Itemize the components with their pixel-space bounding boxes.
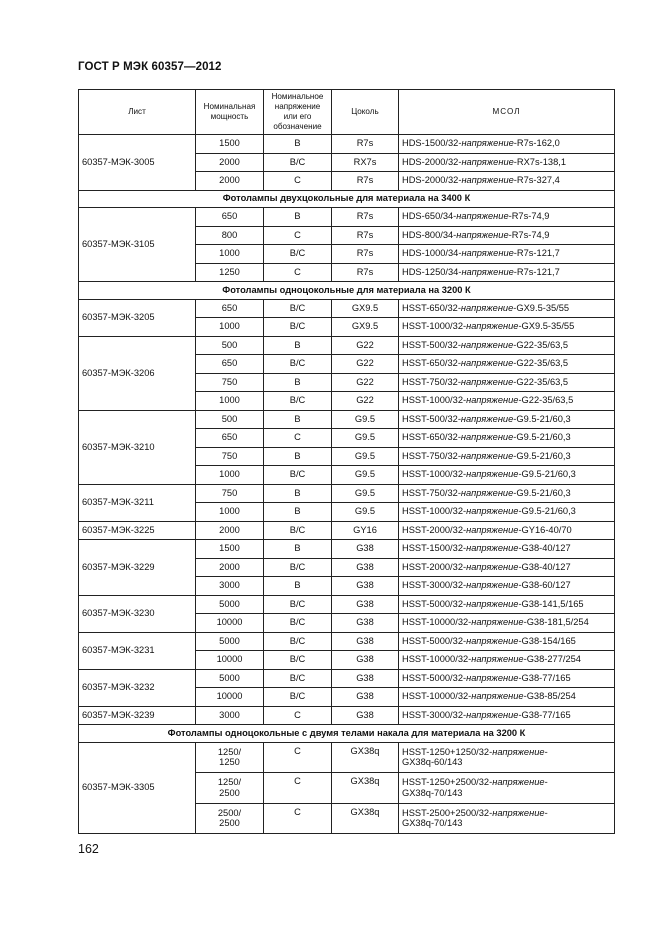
power-cell: 750 xyxy=(196,484,264,503)
designation-cell: HSST-650/32-напряжение-GX9.5-35/55 xyxy=(399,299,615,318)
voltage-cell: B xyxy=(264,447,332,466)
cap-cell: G38 xyxy=(332,540,399,559)
sheet-cell: 60357-МЭК-3205 xyxy=(79,299,196,336)
cap-cell: R7s xyxy=(332,263,399,282)
header-voltage: Номинальное напряжение или его обозначение xyxy=(264,90,332,135)
sheet-cell: 60357-МЭК-3210 xyxy=(79,410,196,484)
voltage-cell: B xyxy=(264,410,332,429)
voltage-cell: B xyxy=(264,135,332,154)
sheet-cell: 60357-МЭК-3229 xyxy=(79,540,196,596)
voltage-cell: B xyxy=(264,540,332,559)
voltage-cell: B/C xyxy=(264,669,332,688)
table-row xyxy=(79,521,615,540)
sheet-cell: 60357-МЭК-3206 xyxy=(79,336,196,410)
cap-cell: R7s xyxy=(332,226,399,245)
voltage-cell: B/C xyxy=(264,632,332,651)
power-cell: 650 xyxy=(196,208,264,227)
designation-cell: HSST-10000/32-напряжение-G38-85/254 xyxy=(399,688,615,707)
power-cell: 5000 xyxy=(196,669,264,688)
document-title: ГОСТ Р МЭК 60357—2012 xyxy=(78,61,222,73)
voltage-cell: B xyxy=(264,336,332,355)
voltage-cell: C xyxy=(264,172,332,191)
power-cell: 1500 xyxy=(196,540,264,559)
cap-cell: R7s xyxy=(332,208,399,227)
sheet-cell: 60357-МЭК-3230 xyxy=(79,595,196,632)
designation-cell: HSST-1000/32-напряжение-G22-35/63,5 xyxy=(399,392,615,411)
power-cell: 10000 xyxy=(196,614,264,633)
designation-cell: HSST-750/32-напряжение-G9.5-21/60,3 xyxy=(399,484,615,503)
voltage-cell: B xyxy=(264,484,332,503)
voltage-cell: C xyxy=(264,706,332,725)
designation-cell: HSST-650/32-напряжение-G22-35/63,5 xyxy=(399,355,615,374)
power-cell: 1000 xyxy=(196,466,264,485)
cap-cell: GX38q xyxy=(332,742,399,773)
designation-cell: HDS-1500/32-напряжение-R7s-162,0 xyxy=(399,135,615,154)
power-cell: 650 xyxy=(196,429,264,448)
designation-cell: HSST-500/32-напряжение-G9.5-21/60,3 xyxy=(399,410,615,429)
cap-cell: G9.5 xyxy=(332,466,399,485)
voltage-cell: B/C xyxy=(264,299,332,318)
table-row xyxy=(79,632,615,651)
table-header xyxy=(79,90,615,135)
cap-cell: G9.5 xyxy=(332,429,399,448)
cap-cell: G38 xyxy=(332,595,399,614)
power-cell: 2000 xyxy=(196,153,264,172)
power-cell: 1250 xyxy=(196,263,264,282)
table-row xyxy=(79,299,615,318)
cap-cell: G9.5 xyxy=(332,447,399,466)
power-cell: 1000 xyxy=(196,318,264,337)
cap-cell: G38 xyxy=(332,669,399,688)
power-cell: 1000 xyxy=(196,245,264,264)
power-cell: 650 xyxy=(196,355,264,374)
table-row xyxy=(79,669,615,688)
voltage-cell: B/C xyxy=(264,595,332,614)
voltage-cell: C xyxy=(264,226,332,245)
designation-cell: HDS-800/34-напряжение-R7s-74,9 xyxy=(399,226,615,245)
designation-cell: HSST-2000/32-напряжение-GY16-40/70 xyxy=(399,521,615,540)
cap-cell: G38 xyxy=(332,651,399,670)
power-cell: 1500 xyxy=(196,135,264,154)
table-row xyxy=(79,706,615,725)
designation-cell: HSST-650/32-напряжение-G9.5-21/60,3 xyxy=(399,429,615,448)
power-cell: 2000 xyxy=(196,521,264,540)
power-cell: 500 xyxy=(196,336,264,355)
designation-cell: HSST-5000/32-напряжение-G38-141,5/165 xyxy=(399,595,615,614)
power-cell: 2500/ 2500 xyxy=(196,803,264,834)
power-cell: 650 xyxy=(196,299,264,318)
designation-cell: HSST-10000/32-напряжение-G38-277/254 xyxy=(399,651,615,670)
sheet-cell: 60357-МЭК-3232 xyxy=(79,669,196,706)
header-cap: Цоколь xyxy=(332,90,399,135)
designation-cell: HSST-5000/32-напряжение-G38-77/165 xyxy=(399,669,615,688)
section-row xyxy=(79,282,615,300)
voltage-cell: B/C xyxy=(264,245,332,264)
voltage-cell: C xyxy=(264,773,332,804)
sheet-cell: 60357-МЭК-3225 xyxy=(79,521,196,540)
sheet-cell: 60357-МЭК-3211 xyxy=(79,484,196,521)
power-cell: 2000 xyxy=(196,172,264,191)
designation-cell: HSST-1250+2500/32-напряжение- GX38q-70/143 xyxy=(399,773,615,804)
cap-cell: G22 xyxy=(332,392,399,411)
section-row xyxy=(79,190,615,208)
voltage-cell: B/C xyxy=(264,651,332,670)
cap-cell: G9.5 xyxy=(332,410,399,429)
designation-cell: HDS-2000/32-напряжение-R7s-327,4 xyxy=(399,172,615,191)
voltage-cell: B/C xyxy=(264,558,332,577)
cap-cell: G38 xyxy=(332,614,399,633)
voltage-cell: C xyxy=(264,263,332,282)
designation-cell: HSST-2500+2500/32-напряжение- GX38q-70/143 xyxy=(399,803,615,834)
designation-cell: HDS-1000/34-напряжение-R7s-121,7 xyxy=(399,245,615,264)
header-designation: МСОЛ xyxy=(399,90,615,135)
power-cell: 10000 xyxy=(196,651,264,670)
voltage-cell: B/C xyxy=(264,614,332,633)
voltage-cell: B/C xyxy=(264,392,332,411)
designation-cell: HDS-1250/34-напряжение-R7s-121,7 xyxy=(399,263,615,282)
cap-cell: R7s xyxy=(332,135,399,154)
sheet-cell: 60357-МЭК-3105 xyxy=(79,208,196,282)
designation-cell: HSST-5000/32-напряжение-G38-154/165 xyxy=(399,632,615,651)
power-cell: 5000 xyxy=(196,632,264,651)
cap-cell: G38 xyxy=(332,706,399,725)
table-body xyxy=(79,135,615,834)
table-row xyxy=(79,336,615,355)
sheet-cell: 60357-МЭК-3305 xyxy=(79,742,196,834)
table-row xyxy=(79,742,615,773)
cap-cell: R7s xyxy=(332,245,399,264)
table-row xyxy=(79,595,615,614)
voltage-cell: B/C xyxy=(264,688,332,707)
power-cell: 5000 xyxy=(196,595,264,614)
voltage-cell: B xyxy=(264,208,332,227)
power-cell: 500 xyxy=(196,410,264,429)
voltage-cell: B xyxy=(264,373,332,392)
cap-cell: GX9.5 xyxy=(332,299,399,318)
designation-cell: HDS-2000/32-напряжение-RX7s-138,1 xyxy=(399,153,615,172)
page-number: 162 xyxy=(78,842,99,856)
table-row xyxy=(79,484,615,503)
designation-cell: HSST-1000/32-напряжение-G9.5-21/60,3 xyxy=(399,503,615,522)
voltage-cell: C xyxy=(264,429,332,448)
sheet-cell: 60357-МЭК-3231 xyxy=(79,632,196,669)
section-heading: Фотолампы двухцокольные для материала на 3400 К xyxy=(79,190,615,208)
cap-cell: G38 xyxy=(332,688,399,707)
sheet-cell: 60357-МЭК-3005 xyxy=(79,135,196,191)
cap-cell: G38 xyxy=(332,558,399,577)
section-heading: Фотолампы одноцокольные для материала на 3200 К xyxy=(79,282,615,300)
voltage-cell: B/C xyxy=(264,318,332,337)
designation-cell: HDS-650/34-напряжение-R7s-74,9 xyxy=(399,208,615,227)
designation-cell: HSST-1250+1250/32-напряжение- GX38q-60/143 xyxy=(399,742,615,773)
table-row xyxy=(79,410,615,429)
cap-cell: G38 xyxy=(332,577,399,596)
power-cell: 750 xyxy=(196,373,264,392)
designation-cell: HSST-500/32-напряжение-G22-35/63,5 xyxy=(399,336,615,355)
voltage-cell: B xyxy=(264,503,332,522)
power-cell: 1250/ 2500 xyxy=(196,773,264,804)
voltage-cell: B xyxy=(264,577,332,596)
cap-cell: G9.5 xyxy=(332,503,399,522)
designation-cell: HSST-2000/32-напряжение-G38-40/127 xyxy=(399,558,615,577)
table-row xyxy=(79,135,615,154)
power-cell: 1000 xyxy=(196,392,264,411)
cap-cell: RX7s xyxy=(332,153,399,172)
power-cell: 10000 xyxy=(196,688,264,707)
power-cell: 750 xyxy=(196,447,264,466)
voltage-cell: C xyxy=(264,742,332,773)
cap-cell: G22 xyxy=(332,373,399,392)
power-cell: 3000 xyxy=(196,577,264,596)
header-power: Номинальная мощность xyxy=(196,90,264,135)
cap-cell: GY16 xyxy=(332,521,399,540)
designation-cell: HSST-1000/32-напряжение-G9.5-21/60,3 xyxy=(399,466,615,485)
designation-cell: HSST-3000/32-напряжение-G38-77/165 xyxy=(399,706,615,725)
designation-cell: HSST-1000/32-напряжение-GX9.5-35/55 xyxy=(399,318,615,337)
cap-cell: R7s xyxy=(332,172,399,191)
designation-cell: HSST-3000/32-напряжение-G38-60/127 xyxy=(399,577,615,596)
voltage-cell: C xyxy=(264,803,332,834)
designation-cell: HSST-1500/32-напряжение-G38-40/127 xyxy=(399,540,615,559)
voltage-cell: B/C xyxy=(264,355,332,374)
section-row xyxy=(79,725,615,743)
power-cell: 2000 xyxy=(196,558,264,577)
cap-cell: GX38q xyxy=(332,803,399,834)
power-cell: 1250/ 1250 xyxy=(196,742,264,773)
sheet-cell: 60357-МЭК-3239 xyxy=(79,706,196,725)
power-cell: 800 xyxy=(196,226,264,245)
table-row xyxy=(79,208,615,227)
voltage-cell: B/C xyxy=(264,153,332,172)
cap-cell: G22 xyxy=(332,336,399,355)
designation-cell: HSST-750/32-напряжение-G9.5-21/60,3 xyxy=(399,447,615,466)
cap-cell: G22 xyxy=(332,355,399,374)
power-cell: 1000 xyxy=(196,503,264,522)
designation-cell: HSST-750/32-напряжение-G22-35/63,5 xyxy=(399,373,615,392)
cap-cell: GX38q xyxy=(332,773,399,804)
power-cell: 3000 xyxy=(196,706,264,725)
voltage-cell: B/C xyxy=(264,521,332,540)
header-row xyxy=(79,90,615,135)
cap-cell: G38 xyxy=(332,632,399,651)
section-heading: Фотолампы одноцокольные с двумя телами накала для материала на 3200 К xyxy=(79,725,615,743)
cap-cell: G9.5 xyxy=(332,484,399,503)
designation-cell: HSST-10000/32-напряжение-G38-181,5/254 xyxy=(399,614,615,633)
cap-cell: GX9.5 xyxy=(332,318,399,337)
lamp-spec-table xyxy=(78,89,615,834)
table-row xyxy=(79,540,615,559)
voltage-cell: B/C xyxy=(264,466,332,485)
header-sheet: Лист xyxy=(79,90,196,135)
